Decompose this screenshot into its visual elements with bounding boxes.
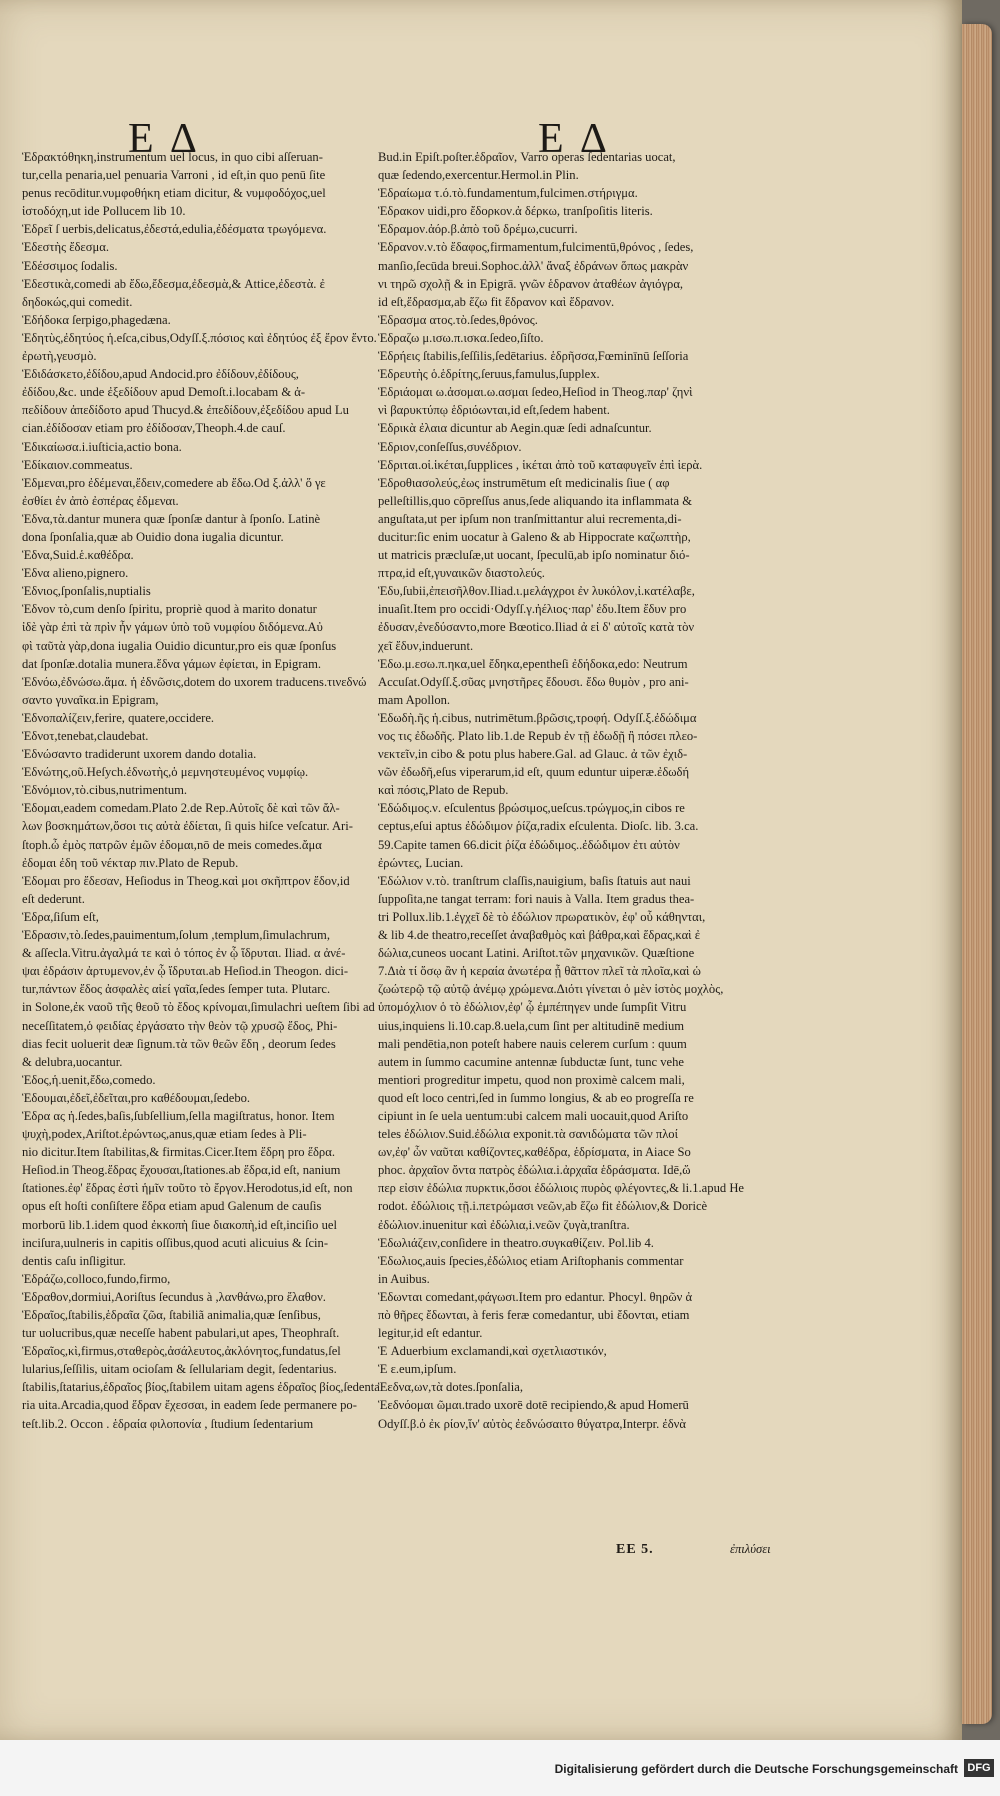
right-column-line: Ἑδωλιάζειν,conſidere in theatro.συγκαθίζειν. Pol.lib 4. <box>378 1235 654 1250</box>
left-column-line: opus eſt hoſti conſiſtere ἕδρα etiam apud Galenum de cauſis <box>22 1199 322 1214</box>
left-column-line: Ἑδεστικὰ,comedi ab ἔδω,ἔδεσμα,ἐδεσμὰ,& Attice,ἐδεστὰ. ἐ <box>22 276 325 291</box>
left-column-line: ἰδὲ γὰρ ἐπὶ τὰ πρὶν ἦν γάμων ὑπὸ τοῦ νυμφίου διδόμενα.Αὐ <box>22 620 323 635</box>
right-column-line: ἐδώλιον.inuenitur καὶ ἐδώλια,i.νεῶν ζυγὰ,tranſtra. <box>378 1217 630 1232</box>
right-column-line: ων,ἐφ' ὧν ναῦται καθίζοντες,καθέδρα, ἑδρίσματα, in Aiace So <box>378 1145 691 1160</box>
page-fore-edge <box>962 24 992 1724</box>
right-column-line: rodot. ἐδώλιοις τῇ.i.πετρώμασι νεῶν,ab ἕζω fit ἐδώλιον,& Doricè <box>378 1199 708 1214</box>
left-column-line: Ἑδήδοκα ſerpigo,phagedæna. <box>22 312 171 327</box>
right-column-line: pelleſtillis,quo cōpreſſus anus,ſede aliquando ita inflammata & <box>378 493 693 508</box>
header-letters-left: Ε Δ <box>128 116 201 162</box>
right-column-line: teles ἐδώλιον.Suid.ἐδώλια exponit.τὰ σανιδώματα τῶν πλοί <box>378 1127 678 1142</box>
right-column-line: Ἑδραίωμα τ.ό.τὸ.fundamentum,fulcimen.στήριγμα. <box>378 186 638 201</box>
right-column-line: Ἑδρήεις ſtabilis,ſeſſilis,ſedētarius. ἑδρῆσσα,Fœminīnū ſeſſoria <box>378 349 689 364</box>
right-column-line: legitur,id eſt edantur. <box>378 1326 483 1341</box>
left-column-line: Ἑδρασιν,τὸ.ſedes,pauimentum,ſolum ,templum,ſimulachrum, <box>22 928 330 943</box>
left-column-line: Heſiod.in Theog.ἕδρας ἔχουσαι,ſtationes.ab ἕδρα,id eſt, nanium <box>22 1163 341 1178</box>
left-column-line: ria uita.Arcadia,quod ἕδραν ἔχεσσαι, in eadem ſede permanere po- <box>22 1398 357 1413</box>
right-column-line: πὸ θῆρες ἔδωνται, à feris feræ comedantur, ubi ἔδονται, etiam <box>378 1308 690 1322</box>
left-column-line: ἱστοδόχη,ut ide Pollucem lib 10. <box>22 204 186 219</box>
right-column-line: πτρα,id eſt,γυναικῶν διαστολεύς. <box>378 566 545 581</box>
left-column-line: Ἑδρα,ſiſum eſt, <box>22 909 99 924</box>
left-column-line: morborū lib.1.idem quod ἐκκοπὴ ſiue διακοπὴ,id eſt,inciſio uel <box>22 1217 337 1232</box>
left-column-line: Ἑδρακτόθηκη,instrumentum uel locus, in quo cibi aſſeruan- <box>22 150 323 164</box>
right-column-line: quæ ſedendo,exercentur.Hermol.in Plin. <box>378 168 579 183</box>
left-column-line: Ἑδος,ἡ.uenit,ἔδω,comedo. <box>22 1072 156 1087</box>
left-column-line: σαντο γυναῖκα.in Epigram, <box>22 692 159 707</box>
funding-credit: Digitalisierung gefördert durch die Deutsche Forschungsgemeinschaft <box>554 1762 958 1776</box>
left-column-line: & delubra,uocantur. <box>22 1054 123 1069</box>
left-column-line: Ἑδνόω,ἐδνώσω.ἄμα. ἡ ἐδνῶσις,dotem do uxorem traducens.τινεδνώ <box>22 674 367 689</box>
left-column-line: penus recōditur.νυμφοθήκη etiam dicitur, & νυμφοδόχος,uel <box>22 186 326 201</box>
right-column-line: Ἑεδνόομαι ῶμαι.trado uxorē dotē recipiendo,& apud Homerū <box>378 1398 689 1413</box>
left-column-line: lularius,ſeſſilis, uitam ocioſam & ſellulariam degit, ſedentarius. <box>22 1362 337 1377</box>
right-column-line: Accuſat.Odyſſ.ξ.σῦας μνηστῆρες ἔδουσι. ἔδω θυμὸν , pro ani- <box>378 674 689 689</box>
left-column-line: nio dicitur.Item ſtabilitas,& firmitas.Cicer.Item ἕδρη pro ἕδρα. <box>22 1145 335 1160</box>
left-column-line: Ἑδικαίωσα.i.iuſticia,actio bona. <box>22 439 182 454</box>
left-column-line: Ἑδνώτης,οῦ.Heſych.ἐδνωτὴς,ὁ μεμνηστευμένος νυμφίῳ. <box>22 765 309 780</box>
left-column-line: & aſſecla.Vitru.ἀγαλμά τε καὶ ὁ τόπος ἐν ᾧ ἵδρυται. Iliad. α ἀνέ- <box>22 946 346 961</box>
catchword: ἐπιλύσει <box>730 1542 771 1556</box>
right-column-line: ceptus,eſui aptus ἐδώδιμον ῥίζα,radix eſculenta. Dioſc. lib. 3.ca. <box>378 819 699 834</box>
left-column-line: ἐρωτὴ,γευσμὸ. <box>22 349 97 364</box>
right-column-line: mentiori progreditur impetu, quod non proximè calcem mali, <box>378 1072 685 1087</box>
right-column-line: manſio,ſecūda breui.Sophoc.ἀλλ' ἄναξ ἐδράνων ὅπως μακρὰν <box>378 258 689 273</box>
left-column-line: Ἑδνοπαλίζειν,ferire, quatere,occidere. <box>22 710 215 725</box>
right-column-line: περ εἰσιν ἐδώλια πυρκτικ,ὅσοι ἐδώλιοις πυρὸς φλέγοντες,& li.1.apud He <box>378 1181 744 1196</box>
left-column-line: dona ſponſalia,quæ ab Ouidio dona iugalia dicuntur. <box>22 529 284 544</box>
left-column-line: Ἑδνον τὸ,cum denſo ſpiritu, propriè quod à marito donatur <box>22 602 317 617</box>
left-column-line: eſt dederunt. <box>22 891 85 906</box>
left-column-line: Ἑδίκαιον.commeatus. <box>22 457 133 472</box>
left-column-line: Ἑδομαι pro ἔδεσαν, Heſiodus in Theog.καὶ μοι σκῆπτρον ἔδον,id <box>22 873 350 888</box>
right-column-line: καὶ πόσις,Plato de Repub. <box>378 783 509 798</box>
right-column-line: ζωώτερῷ τῷ αὐτῷ ἀνέμῳ χρώμενα.Διότι γίνεται ὁ μὲν ἱστὸς μοχλὸς, <box>378 982 724 997</box>
left-column-line: Ἑδιδάσκετο,ἐδίδου,apud Andocid.pro ἐδίδουν,ἐδίδους, <box>22 367 299 382</box>
right-column-line: νος τις ἐδωδῆς. Plato lib.1.de Repub ἐν τῇ ἐδωδῇ ἢ πόσει πλεο- <box>378 729 698 743</box>
right-column-line: ut matricis præcluſæ,ut uocant, ſpeculū,ab ipſo nominatur διό- <box>378 548 690 563</box>
dfg-logo: DFG <box>964 1759 994 1777</box>
left-column-line: dias fecit uoluerit deæ ſignum.τὰ τῶν θεῶν ἕδη , deorum ſedes <box>22 1036 336 1051</box>
right-column-line: inuaſit.Item pro occidi·Odyſſ.γ.ἠέλιος·παρ' ἐδυ.Item ἔδυν pro <box>378 602 687 617</box>
right-column-line: Ἑδραμον.ἀόρ.β.ἀπὸ τοῦ δρέμω,cucurri. <box>378 222 578 237</box>
right-column-line: Ἑδώδιμος.ν. eſculentus βρώσιμος,ueſcus.τρώγμος,in cibos re <box>378 801 685 816</box>
left-column-line: Ἑδνα,τὰ.dantur munera quæ ſponſæ dantur à ſponſo. Latinè <box>22 511 321 526</box>
left-column-line: tur,πάντων ἕδος ἀσφαλὲς αἰεί γαῖα,ſedes ſemper tuta. Plutarc. <box>22 982 331 997</box>
right-column-line: Ἑδωνται comedant,φάγωσι.Item pro edantur. Phocyl. θηρῶν ἀ <box>378 1289 693 1304</box>
right-column-line: 7.Διὰ τί ὅσῳ ἂν ἡ κεραία ἀνωτέρα ᾖ θᾶττον πλεῖ τὰ πλοῖα,καὶ ὡ <box>378 964 701 979</box>
right-column-line: & lib 4.de theatro,receſſet ἀναβαθμὸς καὶ βάθρα,καὶ ἕδρας,καὶ ἐ <box>378 928 701 943</box>
left-column-line: ſtationes.ἐφ' ἕδρας ἐστὶ ἡμῖν τοῦτο τὸ ἔργον.Herodotus,id eſt, non <box>22 1181 353 1196</box>
left-column-line: ſtabilis,ſtatarius,ἑδραῖος βίος,ſtabilem uitam agens ἐδραῖος βίος,ſedenta <box>22 1380 380 1395</box>
right-column-line: χεῖ ἔδυν,induerunt. <box>378 638 474 653</box>
left-column-line: neceſſitatem,ὁ φειδίας ἐργάσατο τὴν θεὸν τῷ χρυσῷ ἔδος, Phi- <box>22 1018 338 1033</box>
left-column-line: in Solone,ἐκ ναοῦ τῆς θεοῦ τὸ ἔδος κρίνομαι,ſimulachri ueſtem ſibi ad <box>22 1000 375 1015</box>
right-column-line: mam Apollon. <box>378 692 451 707</box>
right-column-line: νεκτεῖν,in cibo & potu plus habere.Gal. ad Glauc. ἀ τῶν ἐχιδ- <box>378 747 688 762</box>
footer-bar <box>0 1740 1000 1796</box>
left-column-line: ἐσθίει ἐν ἀπὸ ἐσπέρας ἐδμεναι. <box>22 493 179 508</box>
left-column-line: δηδοκώς,qui comedit. <box>22 294 133 309</box>
left-column-line: inciſura,uulneris in capitis oſſibus,quod acuti alicuius & ſcin- <box>22 1235 329 1250</box>
signature-mark: EE 5. <box>616 1542 654 1557</box>
left-column-line: λων βοσκημάτων,ὅσοι τις αὐτὰ ἐδίεται, ſi quis hiſce veſcatur. Ari- <box>22 819 353 834</box>
left-column-line: Ἑδραῖος,ſtabilis,ἑδραῖα ζῶα, ſtabiliã animalia,quæ ſenſibus, <box>22 1308 321 1322</box>
right-column-line: cipiunt in ſe uela uentum:ubi calcem mali uocauit,quod Ariſto <box>378 1108 689 1123</box>
left-column-line: Ἑδεστὴς ἔδεσμα. <box>22 240 110 255</box>
right-column-line: Ἑ ε.eum,ipſum. <box>378 1362 457 1377</box>
right-column-line: Odyſſ.β.ὁ ἐκ ρίον,ἵν' αὐτὸς ἐεδνώσαιτο θύγατρα,Interpr. ἐδνὰ <box>378 1416 686 1431</box>
right-column-line: νὶ βαρυκτύπῳ ἑδριόωνται,id eſt,ſedem habent. <box>378 403 610 418</box>
right-column-line: Ἑδω.μ.εσω.π.ηκα,uel ἔδηκα,epentheſi ἐδήδοκα,edo: Neutrum <box>378 656 688 671</box>
right-column-line: ducitur:ſic enim uocatur à Galeno & ab Hippocrate καζωπτὴρ, <box>378 529 691 544</box>
right-column-line: Ἑδραζω μ.ισω.π.ισκα.ſedeo,ſiſto. <box>378 330 544 345</box>
right-column-line: uius,inquiens li.10.cap.8.uela,cum ſint per altitudinē medium <box>378 1018 685 1033</box>
right-column-line: phoc. ἀρχαῖον ὄντα πατρὸς ἐδώλια.i.ἀρχαῖα ἑδράσματα. Idē,ὥ <box>378 1163 691 1178</box>
right-column-line: Bud.in Epiſt.poſter.ἑδραῖον, Varro operas ſedentarias uocat, <box>378 150 676 164</box>
right-text-column <box>378 148 768 1433</box>
left-column-line: tur uolucribus,quæ neceſſe habent pabulari,ut apes, Theophraſt. <box>22 1326 340 1341</box>
header-letters-right: Ε Δ <box>538 116 611 162</box>
right-column-line: Ἑδώλιον ν.τὸ. tranſtrum claſſis,nauigium, baſis ſtatuis aut naui <box>378 873 691 888</box>
right-column-line: νῶν ἐδωδῆ,eſus viperarum,id eſt, quum eduntur uiperæ.ἐδωδή <box>378 765 690 780</box>
right-column-line: ὑπομόχλιον ὁ τὸ ἐδώλιον,ἐφ' ᾧ ἐμπέπηγεν unde ſumpſit Vitru <box>378 1000 687 1015</box>
right-column-line: Ἑδωδὴ.ῆς ἡ.cibus, nutrimētum.βρῶσις,τροφή. Odyſſ.ξ.ἐδώδιμα <box>378 710 697 725</box>
left-column-line: tur,cella penaria,uel penuaria Varroni , id eſt,in quo penū ſite <box>22 168 326 183</box>
left-column-line: ſtoph.ὦ ἐμὸς πατρῶν ἐμῶν ἐδομαι,nō de meis comedes.ἄμα <box>22 837 322 852</box>
right-column-line: Ἑδρακον uidi,pro ἔδορκον.ἀ δέρκω, tranſpoſitis literis. <box>378 204 653 219</box>
left-column-line: πεδίδουν ἀπεδίδοτο apud Thucyd.& ἐπεδίδουν,ἐξεδίδου apud Lu <box>22 403 349 418</box>
right-column-line: Ἑδυ,ſubii,ἐπεισῆλθον.Iliad.ι.μελάγχροι ἐν λυκόλον,ἰ.κατέλαβε, <box>378 584 695 599</box>
left-column-line: dentis caſu inſligitur. <box>22 1253 126 1268</box>
right-column-line: autem in ſummo cacumine antennæ ſubductæ ſunt, tunc vehe <box>378 1054 685 1069</box>
right-column-line: νι τηρῶ σχολῇ & in Epigrā. γνῶν ἑδρανον ἀταθέων ἀγιόγρα, <box>378 276 684 291</box>
right-column-line: Ἑδρευτὴς ὁ.ἑδρίτης,ſeruus,famulus,ſupplex. <box>378 367 600 382</box>
left-column-line: Ἑδέσσιμος ſodalis. <box>22 258 118 273</box>
left-column-line: Ἑδνόμιον,τὸ.cibus,nutrimentum. <box>22 783 188 798</box>
right-column-line: id eſt,ἕδρασμα,ab ἕζω fit ἕδρανον καὶ ἕδρανον. <box>378 294 615 309</box>
right-column-line: δώλια,cuneos uocant Latini. Ariſtot.τῶν μηχανικῶν. Quæſtione <box>378 946 695 961</box>
left-column-line: Ἑδομαι,eadem comedam.Plato 2.de Rep.Αὐτοῖς δὲ καὶ τῶν ἄλ- <box>22 801 340 816</box>
right-column-line: ἐδυσαν,ἐνεδύσαντο,more Bœotico.Iliad ἀ εἰ δ' αὐτοῖς κατὰ τὸν <box>378 620 695 635</box>
left-column-line: Ἑδραθον,dormiui,Aoriſtus ſecundus à ,λανθάνω,pro ἔλαθον. <box>22 1289 326 1304</box>
right-column-line: Ἑδριάομαι ω.ἀσομαι.ω.ασμαι ſedeo,Heſiod in Theog.παρ' ζηνὶ <box>378 385 693 400</box>
right-column-line: Ἑδρανον.ν.τὸ ἔδαφος,firmamentum,fulcimentū,θρόνος , ſedes, <box>378 240 694 255</box>
left-column-line: Ἑδητὺς,ἐδητύος ἡ.eſca,cibus,Odyſſ.ξ.πόσιος καὶ ἐδητύος ἐξ ἔρον ἕντο. <box>22 330 377 345</box>
right-column-line: mali pendētia,non poteſt habere nauis celerem curſum : quum <box>378 1036 687 1051</box>
right-column-line: tri Pollux.lib.1.ἐγχεῖ δὲ τὸ ἐδώλιον πρωρατικὸν, ἐφ' οὗ κάθηνται, <box>378 909 706 924</box>
right-column-line: 59.Capite tamen 66.dicit ῥίζα ἐδώδιμος..ἐδώδιμον ἐτι αὐτὸν <box>378 837 680 852</box>
right-column-line: in Auibus. <box>378 1271 430 1286</box>
right-column-line: ἐρώντες, Lucian. <box>378 855 464 870</box>
right-column-line: Ἑδρικὰ ἐλαια dicuntur ab Aegin.quæ ſedi adnaſcuntur. <box>378 421 652 436</box>
left-column-line: Ἑδουμαι,ἐδεῖ,ἐδεῖται,pro καθέδουμαι,ſedebo. <box>22 1090 251 1105</box>
right-column-line: ſuppoſita,ne tangat terram: fori nauis à Valla. Item gradus thea- <box>378 891 695 906</box>
right-column-line: Ἑδωλιος,auis ſpecies,ἐδώλιος etiam Ariſtophanis commentar <box>378 1253 684 1268</box>
left-column-line: ἐδίδου,&c. unde ἐξεδίδουν apud Demoſt.i.locabam & ἀ- <box>22 385 306 400</box>
left-column-line: Ἑδνοτ,tenebat,claudebat. <box>22 729 149 743</box>
left-column-line: ψυχὴ,podex,Ariſtot.ἐρώντως,anus,quæ etiam ſedes à Pli- <box>22 1127 307 1142</box>
left-column-line: teſt.lib.2. Occon . ἑδραία φιλοπονία , ſtudium ſedentarium <box>22 1416 314 1431</box>
left-column-line: Ἑδνιος,ſponſalis,nuptialis <box>22 584 151 599</box>
left-column-line: φὶ ταῦτὰ γὰρ,dona iugalia Ouidio dicuntur,pro eis quæ ſponſus <box>22 638 337 653</box>
right-column-line: anguſtata,ut per ipſum non tranſmittantur alui recrementa,di- <box>378 511 682 526</box>
right-column-line: Ἑεδνα,ων,τὰ dotes.ſponſalia, <box>378 1380 523 1395</box>
left-column-line: Ἑδνα,Suid.ἑ.καθέδρα. <box>22 548 134 563</box>
right-column-line: Ἑ Aduerbium exclamandi,καὶ σχετλιαστικόν, <box>378 1344 607 1359</box>
left-column-line: ψαι ἐδράσιν ἀρτυμενον,ἐν ᾧ ἵδρυται.ab Heſiod.in Theogon. dici- <box>22 964 349 979</box>
right-column-line: Ἑδριον,conſeſſus,συνέδριον. <box>378 439 522 454</box>
left-column-line: Ἑδνώσαντο tradiderunt uxorem dando dotalia. <box>22 747 257 762</box>
left-text-column <box>22 148 380 1433</box>
right-column-line: Ἑδρασμα ατος.τὸ.ſedes,θρόνος. <box>378 312 538 327</box>
left-column-line: Ἑδρα ας ἡ.ſedes,baſis,ſubſellium,ſella magiſtratus, honor. Item <box>22 1108 335 1123</box>
right-column-line: Ἑδροθιασολεύς,ἐως instrumētum eſt medicinalis ſiue ( αφ <box>378 475 670 490</box>
left-column-line: dat ſponſæ.dotalia munera.ἕδνα γάμων ἐφίεται, in Epigram. <box>22 656 322 671</box>
left-column-line: cian.ἐδίδοσαν etiam pro ἐδίδοσαν,Theoph.4.de cauſ. <box>22 421 286 436</box>
left-column-line: Ἑδραῖος,κὶ,firmus,σταθερὸς,ἀσάλευτος,ἀκλόνητος,fundatus,ſel <box>22 1344 341 1359</box>
left-column-line: Ἑδράζω,colloco,fundo,firmo, <box>22 1271 171 1286</box>
left-column-line: ἐδομαι ἐδη τοῦ νέκταρ πιν.Plato de Repub. <box>22 855 239 870</box>
left-column-line: Ἑδμεναι,pro ἐδέμεναι,ἔδειν,comedere ab ἔδω.Od ξ.ἀλλ' ὅ γε <box>22 475 326 490</box>
right-column-line: Ἑδριται.οἱ.ἱκέται,ſupplices , ἱκέται ἀπὸ τοῦ καταφυγεῖν ἐπὶ ἱερὰ. <box>378 457 703 472</box>
left-column-line: Ἑδνα alieno,pignero. <box>22 566 129 581</box>
left-column-line: Ἑδρεῖ ſ uerbis,delicatus,ἐδεστά,edulia,ἐδέσματα τρωγόμενα. <box>22 222 327 237</box>
right-column-line: quod eſt loco centri,ſed in ſummo longius, & ab eo progreſſa re <box>378 1090 694 1105</box>
